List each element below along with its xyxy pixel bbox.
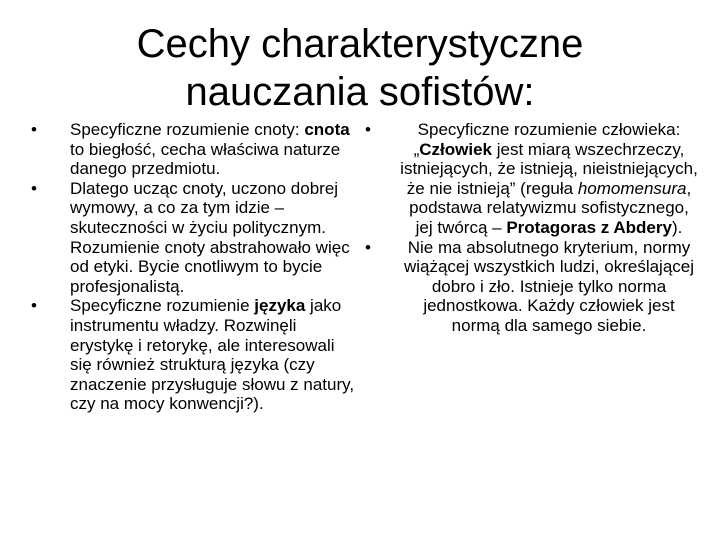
bullet-icon: • xyxy=(31,178,37,198)
bullet-text xyxy=(400,120,698,238)
bullet-icon: • xyxy=(365,237,371,257)
bullet-text xyxy=(70,120,356,179)
bullet-text xyxy=(70,296,356,414)
list-item xyxy=(26,120,356,179)
text-run: Dlatego ucząc cnoty, uczono dobrej wymowy, a co za tym idzie – skuteczności w życiu politycznym. Rozumienie cnoty abstrahowało więc od etyki. Bycie cnotliwym to bycie profesjonalistą. xyxy=(70,178,350,296)
text-run: to biegłość, cecha właściwa naturze danego przedmiotu. xyxy=(70,139,341,179)
text-run: Specyficzne rozumienie cnoty: xyxy=(70,120,305,139)
bullet-text xyxy=(70,179,356,297)
right-column xyxy=(358,120,698,336)
slide-title xyxy=(0,20,720,116)
italic-text: homomensura xyxy=(577,178,687,198)
right-bullet-list xyxy=(358,120,698,336)
bullet-icon: • xyxy=(31,296,37,316)
text-run: ). xyxy=(671,217,683,237)
text-run: jest miarą wszechrzeczy, istniejących, że istnieją, nieistniejących, że nie istnieją” (reguła xyxy=(400,139,698,198)
left-bullet-list xyxy=(26,120,356,414)
left-column xyxy=(26,120,356,414)
title-line-2: nauczania sofistów: xyxy=(185,70,535,114)
list-item xyxy=(26,296,356,414)
bullet-text xyxy=(400,238,698,336)
text-run: , podstawa relatywizmu sofistycznego, jej twórcą – xyxy=(409,178,692,237)
bold-text: cnota xyxy=(304,120,350,139)
bullet-icon: • xyxy=(31,120,37,139)
list-item xyxy=(26,179,356,297)
text-run: jako instrumentu władzy. Rozwinęli erystykę i retorykę, ale interesowali się również strukturą języka (czy znaczenie przysługuje słowu z natury, czy na mocy konwencji?). xyxy=(70,296,355,414)
text-run: Specyficzne rozumienie xyxy=(70,296,255,316)
list-item xyxy=(358,238,698,336)
text-run: Specyficzne rozumienie człowieka: „ xyxy=(413,120,681,159)
list-item xyxy=(358,120,698,238)
title-line-1: Cechy charakterystyczne xyxy=(136,22,584,66)
bold-text: Człowiek xyxy=(419,139,492,159)
bold-text: języka xyxy=(254,296,306,316)
text-run: Nie ma absolutnego kryterium, normy wiążącej wszystkich ludzi, określającej dobro i zło. Istnieje tylko norma jednostkowa. Każdy człowiek jest normą dla samego siebie. xyxy=(403,237,695,335)
bold-text: Protagoras z Abdery xyxy=(506,217,672,237)
bullet-icon: • xyxy=(365,120,371,139)
